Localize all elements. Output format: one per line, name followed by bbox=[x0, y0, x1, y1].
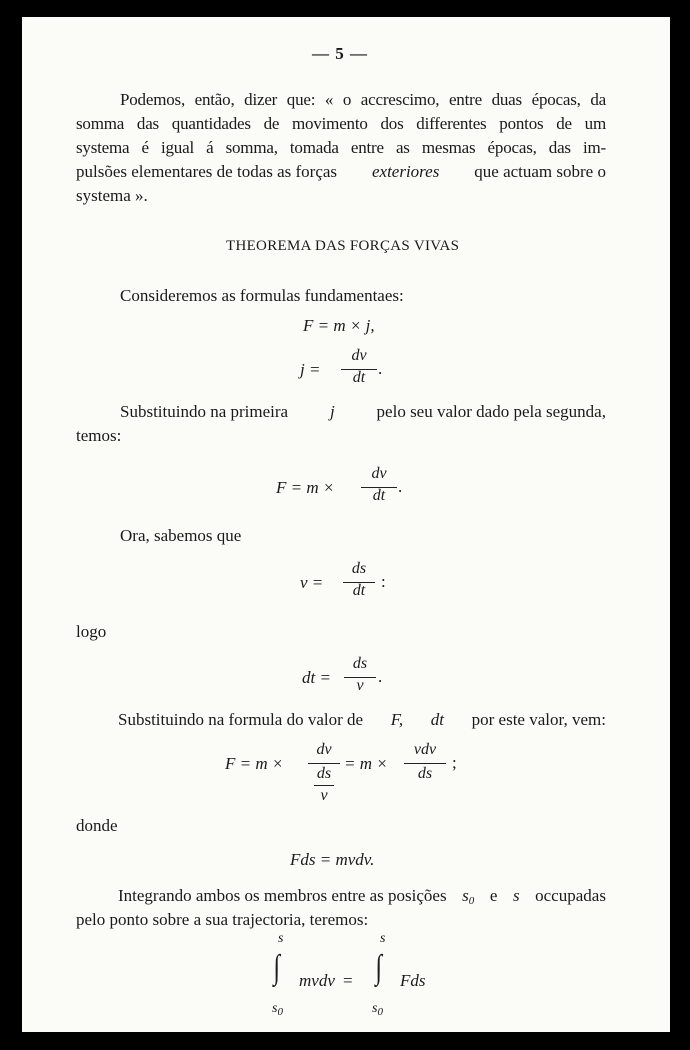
text-italic: dt bbox=[430, 710, 444, 729]
text-span: pulsões elementares de todas as forças bbox=[76, 162, 338, 181]
equation-lhs: dt = bbox=[302, 668, 331, 687]
integral-sign: ∫ bbox=[273, 949, 280, 986]
integral-upper-limit: s bbox=[380, 931, 386, 946]
paragraph-line: pelo ponto sobre a sua trajectoria, teremos: bbox=[76, 910, 369, 929]
paragraph-line: Podemos, então, dizer que: « o accrescimo, entre duas épocas, da bbox=[120, 90, 606, 109]
text-italic: F, bbox=[390, 710, 404, 729]
paragraph-line bbox=[118, 709, 606, 731]
integrand: mvdv bbox=[299, 971, 335, 990]
text-italic: s bbox=[512, 886, 520, 905]
paragraph-line bbox=[118, 885, 606, 912]
text-italic: j bbox=[329, 402, 335, 421]
numerator: vdv bbox=[413, 741, 437, 758]
fraction-bar bbox=[314, 785, 334, 786]
text-italic: $s_0$ bbox=[462, 886, 475, 907]
paragraph-line bbox=[120, 401, 606, 423]
text-span: occupadas bbox=[535, 886, 606, 905]
paragraph-line: temos: bbox=[76, 426, 122, 445]
fraction-bar bbox=[308, 763, 340, 764]
denominator: ds bbox=[417, 765, 433, 782]
integral-sign: ∫ bbox=[375, 949, 382, 986]
paragraph-line: somma das quantidades de movimento dos differentes pontos de um bbox=[76, 114, 606, 133]
punctuation: . bbox=[378, 359, 383, 378]
text-span: Substituindo na formula do valor de bbox=[118, 710, 364, 729]
numerator: ds bbox=[352, 655, 368, 672]
integral-upper-limit: s bbox=[278, 931, 284, 946]
denominator: v bbox=[356, 677, 364, 694]
numerator: ds bbox=[351, 560, 367, 577]
page-number: — 5 — bbox=[312, 44, 368, 63]
numerator: dv bbox=[351, 347, 367, 364]
equation: F = m × j, bbox=[303, 316, 375, 335]
equation-lhs: F = m × bbox=[225, 754, 284, 773]
text-span: por este valor, vem: bbox=[471, 710, 606, 729]
paragraph-line: Ora, sabemos que bbox=[120, 526, 242, 545]
punctuation: ; bbox=[452, 753, 457, 772]
equation-lhs: j = bbox=[300, 360, 321, 379]
equals-sign: = bbox=[343, 971, 353, 990]
text-span: pelo seu valor dado pela segunda, bbox=[376, 402, 606, 421]
integrand: Fds bbox=[400, 971, 426, 990]
paragraph-line bbox=[76, 161, 606, 183]
denominator: ds bbox=[316, 765, 332, 782]
paragraph-line: systema ». bbox=[76, 186, 148, 205]
text-span: que actuam sobre o bbox=[474, 162, 606, 181]
punctuation: . bbox=[398, 477, 403, 496]
equation-lhs: v = bbox=[300, 573, 324, 592]
punctuation: . bbox=[378, 667, 383, 686]
text-span: e bbox=[489, 886, 498, 905]
text-italic: exteriores bbox=[371, 162, 440, 181]
fraction-bar bbox=[404, 763, 446, 764]
denominator: v bbox=[320, 787, 328, 804]
paragraph-line: Consideremos as formulas fundamentaes: bbox=[120, 286, 404, 305]
text-span: Substituindo na primeira bbox=[120, 402, 289, 421]
numerator: dv bbox=[371, 465, 387, 482]
book-page bbox=[22, 17, 670, 1032]
denominator: dt bbox=[352, 582, 366, 599]
denominator: dt bbox=[352, 369, 366, 386]
paragraph-line: donde bbox=[76, 816, 118, 835]
integral-lower-limit: $s_0$ bbox=[372, 1001, 383, 1018]
integral-lower-limit: $s_0$ bbox=[272, 1001, 283, 1018]
equation: Fds = mvdv. bbox=[290, 850, 375, 869]
paragraph-line: logo bbox=[76, 622, 107, 641]
equation-lhs: F = m × bbox=[276, 478, 335, 497]
paragraph-line: systema é igual á somma, tomada entre as mesmas épocas, das im- bbox=[76, 138, 606, 157]
denominator: dt bbox=[372, 487, 386, 504]
numerator: dv bbox=[316, 741, 332, 758]
punctuation: : bbox=[381, 572, 386, 591]
equation-mid: = m × bbox=[344, 754, 388, 773]
text-span: Integrando ambos os membros entre as posições bbox=[118, 886, 447, 905]
section-heading: THEOREMA DAS FORÇAS VIVAS bbox=[226, 238, 460, 254]
